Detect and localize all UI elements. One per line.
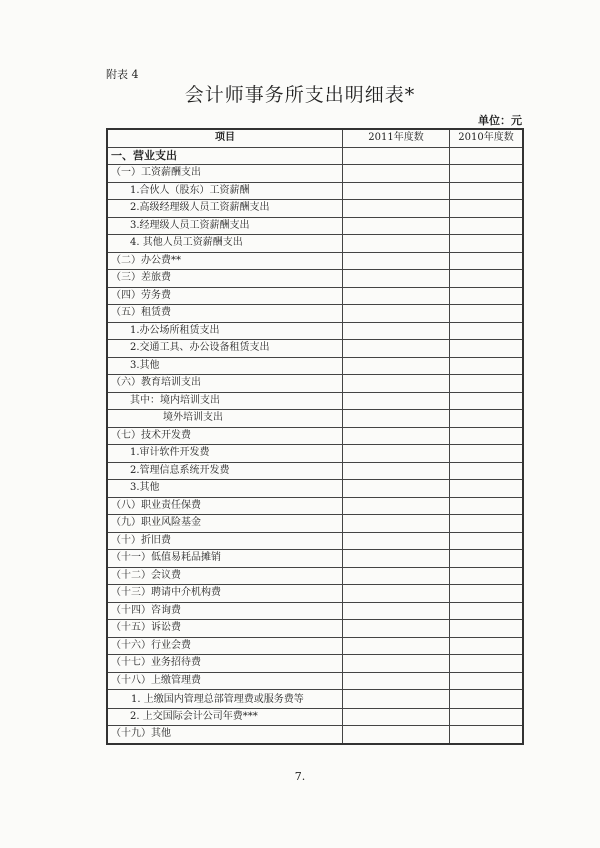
- value-2010: [450, 340, 524, 358]
- row-label: （十五）诉讼费: [107, 620, 343, 638]
- table-row: [107, 602, 523, 620]
- table-row: [107, 340, 523, 358]
- table-row: [107, 497, 523, 515]
- value-2011: [343, 410, 450, 428]
- table-row: [107, 585, 523, 603]
- table-row: [107, 655, 523, 673]
- value-2010: [450, 287, 524, 305]
- value-2011: [343, 340, 450, 358]
- table-row: [107, 550, 523, 568]
- value-2011: [343, 480, 450, 498]
- row-label: （八）职业责任保费: [107, 497, 343, 515]
- header-item: 项目: [107, 129, 343, 147]
- appendix-label: 附表 4: [106, 68, 139, 81]
- table-row: [107, 235, 523, 253]
- table-row: [107, 567, 523, 585]
- row-label: （三）差旅费: [107, 270, 343, 288]
- header-2011: 2011年度数: [343, 129, 450, 147]
- row-label: 4. 其他人员工资薪酬支出: [107, 235, 343, 253]
- value-2010: [450, 550, 524, 568]
- value-2010: [450, 182, 524, 200]
- value-2011: [343, 445, 450, 463]
- table-row: [107, 445, 523, 463]
- value-2010: [450, 322, 524, 340]
- row-label: 1.合伙人（股东）工资薪酬: [107, 182, 343, 200]
- row-label: 2.管理信息系统开发费: [107, 462, 343, 480]
- row-label: （四）劳务费: [107, 287, 343, 305]
- row-label: （十）折旧费: [107, 532, 343, 550]
- row-label: 1.办公场所租赁支出: [107, 322, 343, 340]
- value-2010: [450, 620, 524, 638]
- page-number: 7.: [294, 770, 306, 783]
- value-2010: [450, 427, 524, 445]
- table-row: [107, 287, 523, 305]
- value-2011: [343, 427, 450, 445]
- value-2010: [450, 726, 524, 744]
- row-label: 1.审计软件开发费: [107, 445, 343, 463]
- expense-table: [106, 128, 524, 745]
- row-label: 3.其他: [107, 480, 343, 498]
- table-row: [107, 726, 523, 744]
- value-2010: [450, 637, 524, 655]
- value-2011: [343, 200, 450, 218]
- row-label: 境外培训支出: [107, 410, 343, 428]
- value-2011: [343, 620, 450, 638]
- table-row: [107, 708, 523, 726]
- value-2010: [450, 690, 524, 709]
- value-2010: [450, 515, 524, 533]
- row-label: （十九）其他: [107, 726, 343, 744]
- table-row: [107, 322, 523, 340]
- table-row: [107, 410, 523, 428]
- value-2010: [450, 655, 524, 673]
- value-2010: [450, 602, 524, 620]
- table-row: [107, 690, 523, 709]
- value-2010: [450, 497, 524, 515]
- value-2011: [343, 235, 450, 253]
- table-row: [107, 672, 523, 690]
- row-label: （十三）聘请中介机构费: [107, 585, 343, 603]
- value-2010: [450, 672, 524, 690]
- value-2011: [343, 252, 450, 270]
- value-2010: [450, 708, 524, 726]
- value-2011: [343, 392, 450, 410]
- table-row: [107, 480, 523, 498]
- value-2011: [343, 602, 450, 620]
- row-label: （十六）行业会费: [107, 637, 343, 655]
- value-2010: [450, 445, 524, 463]
- table-row: [107, 217, 523, 235]
- row-label: （十一）低值易耗品摊销: [107, 550, 343, 568]
- table-row: [107, 620, 523, 638]
- row-label: （九）职业风险基金: [107, 515, 343, 533]
- value-2011: [343, 708, 450, 726]
- value-2010: [450, 375, 524, 393]
- value-2011: [343, 637, 450, 655]
- value-2010: [450, 567, 524, 585]
- row-label: （一）工资薪酬支出: [107, 165, 343, 183]
- value-2011: [343, 567, 450, 585]
- table-row: [107, 200, 523, 218]
- value-2011: [343, 585, 450, 603]
- row-label: （七）技术开发费: [107, 427, 343, 445]
- value-2011: [343, 217, 450, 235]
- row-label: （二）办公费**: [107, 252, 343, 270]
- table-row: [107, 515, 523, 533]
- row-label: （十八）上缴管理费: [107, 672, 343, 690]
- value-2011: [343, 655, 450, 673]
- value-2011: [343, 270, 450, 288]
- row-label: 3.经理级人员工资薪酬支出: [107, 217, 343, 235]
- row-label: 2. 上交国际会计公司年费***: [107, 708, 343, 726]
- row-label: （五）租赁费: [107, 305, 343, 323]
- row-label: （十二）会议费: [107, 567, 343, 585]
- row-label: （十七）业务招待费: [107, 655, 343, 673]
- value-2010: [450, 357, 524, 375]
- value-2011: [343, 357, 450, 375]
- value-2011: [343, 672, 450, 690]
- value-2011: [343, 322, 450, 340]
- value-2010: [450, 270, 524, 288]
- value-2010: [450, 305, 524, 323]
- table-row: [107, 147, 523, 165]
- table-row: [107, 392, 523, 410]
- row-label: 2.交通工具、办公设备租赁支出: [107, 340, 343, 358]
- value-2010: [450, 532, 524, 550]
- value-2011: [343, 726, 450, 744]
- table-row: [107, 270, 523, 288]
- page-title: 会计师事务所支出明细表*: [184, 84, 416, 106]
- value-2010: [450, 410, 524, 428]
- table-row: [107, 375, 523, 393]
- value-2011: [343, 497, 450, 515]
- value-2011: [343, 165, 450, 183]
- row-label: 2.高级经理级人员工资薪酬支出: [107, 200, 343, 218]
- value-2010: [450, 252, 524, 270]
- value-2010: [450, 217, 524, 235]
- table-row: [107, 252, 523, 270]
- value-2011: [343, 550, 450, 568]
- value-2011: [343, 375, 450, 393]
- table-row: [107, 357, 523, 375]
- value-2010: [450, 462, 524, 480]
- value-2010: [450, 200, 524, 218]
- value-2011: [343, 532, 450, 550]
- value-2011: [343, 287, 450, 305]
- row-label: 1. 上缴国内管理总部管理费或服务费等: [107, 690, 343, 709]
- row-label: 其中：境内培训支出: [107, 392, 343, 410]
- value-2010: [450, 235, 524, 253]
- table-row: [107, 637, 523, 655]
- value-2010: [450, 147, 524, 165]
- value-2010: [450, 585, 524, 603]
- unit-label: 单位：元: [478, 114, 522, 127]
- table-row: [107, 462, 523, 480]
- value-2011: [343, 462, 450, 480]
- table-row: [107, 182, 523, 200]
- header-2010: 2010年度数: [450, 129, 524, 147]
- table-row: [107, 532, 523, 550]
- value-2011: [343, 147, 450, 165]
- value-2011: [343, 305, 450, 323]
- table-row: [107, 165, 523, 183]
- table-header-row: [107, 129, 523, 147]
- row-label: 3.其他: [107, 357, 343, 375]
- value-2010: [450, 392, 524, 410]
- row-label: （十四）咨询费: [107, 602, 343, 620]
- table-row: [107, 305, 523, 323]
- value-2011: [343, 182, 450, 200]
- row-label: 一、营业支出: [107, 147, 343, 165]
- table-row: [107, 427, 523, 445]
- value-2011: [343, 515, 450, 533]
- value-2010: [450, 480, 524, 498]
- row-label: （六）教育培训支出: [107, 375, 343, 393]
- value-2011: [343, 690, 450, 709]
- value-2010: [450, 165, 524, 183]
